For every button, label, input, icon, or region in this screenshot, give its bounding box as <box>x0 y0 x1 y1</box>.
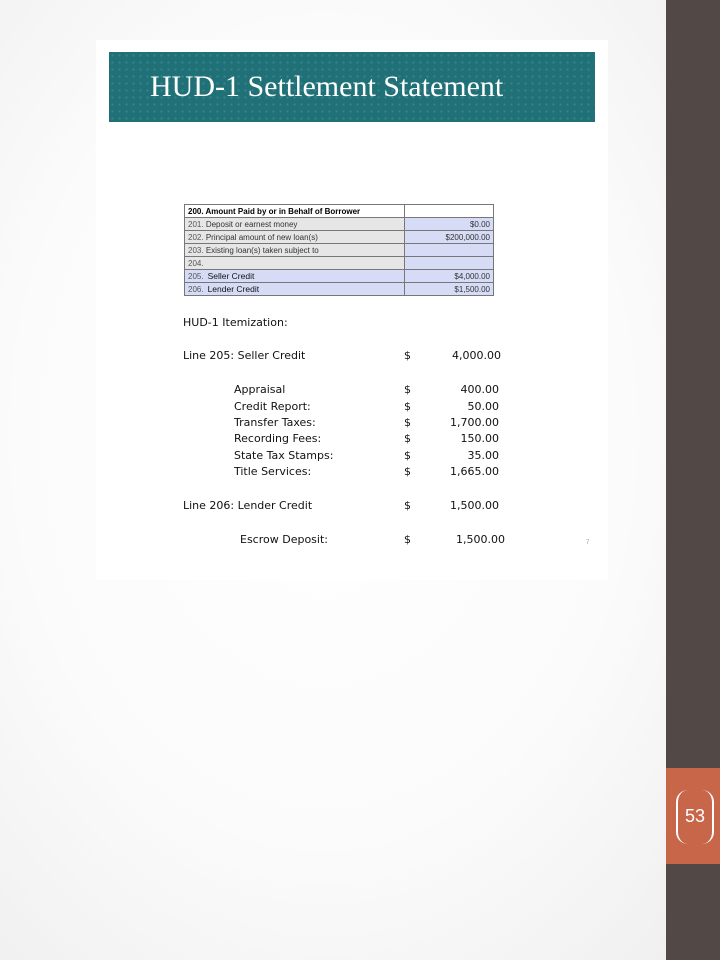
escrow-label: Escrow Deposit: <box>240 533 328 546</box>
table-cell-amount <box>405 257 494 270</box>
table-cell-amount: $200,000.00 <box>405 231 494 244</box>
table-header-amount <box>405 205 494 218</box>
escrow-dollar: $ <box>404 533 411 546</box>
table-cell-label: 201. Deposit or earnest money <box>185 218 405 231</box>
footnote: 7 <box>586 540 590 546</box>
line-205-label: Line 205: Seller Credit <box>183 349 306 362</box>
table-cell-amount: $1,500.00 <box>405 283 494 296</box>
line-206-label: Line 206: Lender Credit <box>183 499 313 512</box>
table-cell-label: 204. <box>185 257 405 270</box>
table-row <box>185 283 494 296</box>
hud-table <box>184 204 494 296</box>
table-row <box>185 270 494 283</box>
table-row <box>185 257 494 270</box>
table-header-row <box>185 205 494 218</box>
line-206-amount: 1,500.00 <box>450 499 499 512</box>
table-cell-amount: $0.00 <box>405 218 494 231</box>
table-cell-label: 206. Lender Credit <box>185 283 405 296</box>
table-cell-amount <box>405 244 494 257</box>
line-206-dollar: $ <box>404 499 411 512</box>
table-row <box>185 231 494 244</box>
table-row <box>185 218 494 231</box>
table-cell-amount: $4,000.00 <box>405 270 494 283</box>
itemization-heading: HUD-1 Itemization: <box>183 316 288 329</box>
table-cell-label: 203. Existing loan(s) taken subject to <box>185 244 405 257</box>
slide-title: HUD-1 Settlement Statement <box>150 70 504 103</box>
table-row <box>185 244 494 257</box>
line-205-amount: 4,000.00 <box>452 349 501 362</box>
table-cell-label: 202. Principal amount of new loan(s) <box>185 231 405 244</box>
table-cell-label: 205. Seller Credit <box>185 270 405 283</box>
table-header: 200. Amount Paid by or in Behalf of Borrower <box>185 205 405 218</box>
line-205-dollar: $ <box>404 349 411 362</box>
page-number: 53 <box>684 806 706 826</box>
escrow-amount: 1,500.00 <box>456 533 505 546</box>
